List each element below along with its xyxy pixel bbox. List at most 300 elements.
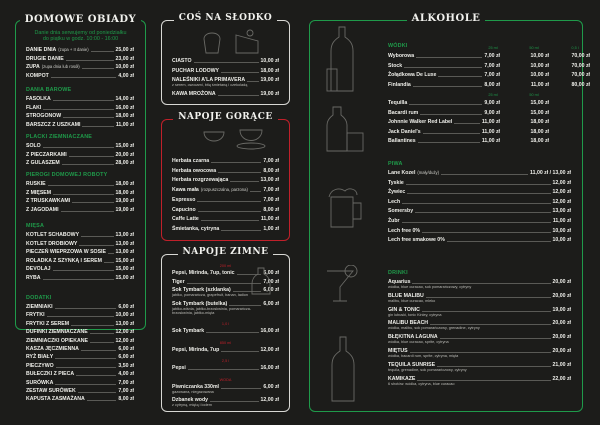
dot-leader [53, 194, 113, 195]
item-name-text: RUSKIE [26, 181, 46, 187]
hot-drink-item [172, 177, 279, 183]
item-name-text: ZESTAW SURÓWEK [26, 388, 76, 394]
item-name [26, 266, 51, 272]
item-name-text: KAPUSTA ZASMAŻANA [26, 396, 85, 403]
item-name [172, 207, 196, 213]
item-name-text: FASOLKA [26, 96, 51, 102]
dot-leader [229, 305, 261, 306]
dot-leader [201, 220, 259, 221]
item-price: 18,00 zł [115, 189, 134, 196]
item-name-text: MIĘTUS [388, 348, 408, 354]
item-name-text: PIECZYWO [26, 362, 54, 369]
menu-item [26, 56, 134, 62]
item-note: (zupa + II danie) [58, 47, 89, 52]
section-title-4: DODATKI [26, 295, 52, 301]
item-name [26, 354, 53, 360]
item-name-text: NALEŚNIKI A'LA PRIMAVERA [172, 77, 246, 83]
item-price: 13,00 zł [115, 232, 134, 238]
item-name-text: DRUGIE DANIE [26, 55, 64, 62]
item-name-text: Herbata czarna [172, 158, 210, 164]
item-price: 7,00 zł [118, 388, 134, 394]
dot-leader [416, 57, 482, 58]
item-name-text: Caffe Latte [172, 216, 199, 223]
item-name-text: Capucino [172, 206, 196, 213]
dot-leader [72, 202, 113, 203]
menu-item [26, 64, 134, 70]
menu-item [26, 258, 134, 264]
item-price: 1,00 zł [263, 225, 279, 232]
item-name-text: Lech free smakowe 0% [388, 237, 445, 244]
item-name [26, 96, 51, 102]
item-name-text: ROLADKA Z SZYNKĄ I SEREM [26, 257, 102, 264]
item-name [388, 189, 405, 195]
item-price: 6,00 zł [118, 346, 134, 352]
item-name-text: ZIEMNIAKI [26, 304, 53, 310]
item-price: 4,00 zł [118, 371, 134, 378]
dot-leader [198, 211, 262, 212]
item-name [26, 190, 51, 196]
item-name-text: Bacardi rum [388, 109, 419, 116]
title-alkohole [309, 13, 583, 24]
dot-leader [71, 325, 113, 326]
item-name [388, 82, 411, 88]
intro-line-1: Danie dnia serwujemy od poniedziałku [34, 30, 127, 36]
item-name-text: Z MIĘSEM [26, 189, 52, 196]
item-name [26, 396, 85, 402]
price-05l: 70,00 zł [571, 53, 590, 59]
menu-item [26, 388, 134, 394]
item-description: wódka, bacardi rum, sprite, cytryna, mięta [388, 354, 459, 358]
item-name-text: Żubr [388, 218, 400, 224]
item-name-text: RYŻ BIAŁY [26, 354, 54, 361]
dot-leader [53, 100, 114, 101]
dot-leader [43, 109, 113, 110]
item-price: 8,00 zł [263, 167, 279, 174]
hot-drink-item [172, 226, 279, 232]
item-name-text: Kawa mała [172, 187, 199, 194]
section-title-piwa: PIWA [388, 161, 403, 167]
dot-leader [221, 388, 261, 389]
item-price: 7,00 zł [263, 187, 279, 194]
beer-item [388, 237, 571, 243]
item-price: 15,00 zł [115, 257, 134, 264]
menu-item [26, 396, 134, 402]
price-50ml: 15,00 zł [530, 109, 549, 116]
menu-item [26, 380, 134, 386]
item-price: 14,00 zł [115, 96, 134, 102]
dot-leader [63, 117, 113, 118]
menu-item [26, 312, 134, 318]
price-50ml: 18,00 zł [530, 128, 549, 135]
item-name [26, 371, 74, 377]
column-header: 25 ml [488, 93, 498, 97]
item-price: 18,00 zł [260, 67, 279, 74]
item-name [26, 143, 41, 149]
hot-drink-item [172, 168, 279, 174]
item-name [26, 249, 106, 255]
item-price: 11,00 zł / 13,00 zł [530, 170, 571, 176]
item-name [388, 138, 416, 144]
item-price: 10,00 zł [260, 58, 279, 64]
item-name [26, 47, 89, 53]
dot-leader [221, 230, 261, 231]
title-napoje-zimne [161, 247, 290, 257]
item-price: 12,00 zł [260, 346, 279, 353]
menu-item [26, 113, 134, 119]
beer-item [388, 218, 571, 224]
menu-item [26, 304, 134, 310]
item-name [26, 73, 49, 79]
vodka-bottle-icon [325, 25, 365, 95]
item-name-text: SOLO [26, 143, 41, 149]
item-price: 12,00 zł [552, 179, 571, 186]
item-price: 8,00 zł [263, 206, 279, 213]
item-price: 11,00 zł [115, 121, 134, 128]
item-description: 6 shotów: wódka, cytryna, blue curacao [388, 381, 455, 386]
item-name [26, 338, 88, 344]
item-name-text: TEQUILA SUNRISE [388, 361, 436, 368]
dot-leader [53, 270, 114, 271]
item-name-text: KOTLET SCHABOWY [26, 232, 80, 238]
dot-leader [56, 367, 117, 368]
item-name [172, 216, 199, 222]
menu-item [26, 47, 134, 53]
item-name-text: Lech free 0% [388, 227, 421, 234]
item-price: 11,00 zł [481, 119, 500, 126]
price-50ml: 18,00 zł [530, 119, 549, 126]
menu-item [26, 105, 134, 111]
cold-drink-item [172, 347, 279, 353]
item-name-text: Żołądkowa De Luxe [388, 72, 437, 78]
item-name [172, 177, 228, 183]
item-name-text: KAMIKAZE [388, 375, 416, 382]
item-price: 6,00 zł [263, 270, 279, 276]
dot-leader [417, 380, 550, 381]
size-label: WODA [219, 377, 232, 382]
title-domowe-obiady [15, 14, 146, 25]
dot-leader [61, 211, 114, 212]
menu-item [26, 181, 134, 187]
item-description: malibu, blue curacao, mleko [388, 298, 436, 303]
item-name [388, 100, 407, 106]
item-price: 28,00 zł [115, 160, 134, 166]
menu-item [26, 96, 134, 102]
item-price: 25,00 zł [115, 47, 134, 53]
item-name-text: DEVOLAJ [26, 266, 51, 272]
menu-item [26, 122, 134, 128]
item-name-text: Jack Daniel's [388, 128, 421, 135]
dot-leader [230, 181, 258, 182]
item-price: 11,00 zł [481, 128, 500, 135]
dot-leader [69, 156, 114, 157]
menu-item [26, 363, 134, 369]
spirit-item [388, 110, 500, 116]
dot-leader [66, 60, 114, 61]
column-header: 50 ml [529, 93, 539, 97]
item-price: 8,00 zł [484, 81, 500, 88]
cold-drink-item [172, 365, 279, 371]
section-title-1: PLACKI ZIEMNIACZANE [26, 134, 93, 140]
item-name-text: GIN & TONIC [388, 306, 420, 313]
menu-item [26, 143, 134, 149]
item-price: 7,00 zł [263, 158, 279, 164]
item-price: 16,00 zł [260, 365, 279, 371]
menu-item [26, 275, 134, 281]
item-name [26, 64, 80, 70]
dot-leader [188, 369, 259, 370]
item-name-text: Sok Tymbark [172, 328, 205, 334]
item-price: 9,00 zł [484, 109, 500, 116]
item-price: 13,00 zł [115, 320, 134, 327]
item-price: 6,00 zł [118, 354, 134, 361]
item-name [388, 53, 414, 59]
item-price: 7,00 zł [484, 62, 500, 69]
dot-leader [430, 324, 550, 325]
dot-leader [218, 95, 259, 96]
dot-leader [413, 86, 483, 87]
item-price: 16,00 zł [115, 104, 134, 111]
menu-item [26, 232, 134, 238]
dot-leader [406, 184, 551, 185]
dot-leader [218, 172, 261, 173]
item-name [26, 388, 76, 394]
spirit-item [388, 129, 500, 135]
price-50ml: 11,00 zł [530, 81, 549, 88]
item-price: 12,00 zł [260, 397, 279, 403]
dot-leader [210, 401, 258, 402]
dot-leader [55, 384, 116, 385]
dot-leader [454, 123, 479, 124]
item-price: 20,00 zł [115, 151, 134, 158]
section-title-2: PIEROGI DOMOWEJ ROBOTY [26, 172, 108, 178]
item-price: 15,00 zł [115, 143, 134, 149]
item-name-text: Pepsi, Mirinda, 7up [172, 346, 220, 353]
item-name [26, 113, 61, 119]
dot-leader [90, 333, 114, 334]
item-name [172, 91, 216, 97]
hot-drink-item [172, 216, 279, 222]
item-price: 6,00 zł [263, 300, 279, 307]
item-description: z cytryną, miętą i lodem [172, 403, 212, 407]
item-name [26, 105, 41, 111]
item-name [388, 199, 400, 205]
dot-leader [447, 241, 551, 242]
size-label: 2,5 l [221, 359, 230, 363]
item-price: 7,00 zł [118, 379, 134, 386]
item-note: (mały/duży) [417, 170, 440, 175]
dessert-item [172, 68, 279, 74]
item-name [26, 380, 53, 386]
dot-leader [78, 392, 117, 393]
item-name [172, 226, 219, 232]
item-name-text: Ballantines [388, 138, 416, 145]
dessert-item [172, 91, 279, 97]
item-price: 23,00 zł [115, 55, 134, 62]
menu-item [26, 338, 134, 344]
title-text: NAPOJE GORĄCE [173, 112, 278, 122]
item-price: 19,00 zł [115, 206, 134, 213]
item-price: 13,00 zł [552, 208, 571, 215]
item-price: 19,00 zł [552, 306, 571, 313]
spirit-item [388, 119, 500, 125]
item-name-text: ZIEMNIACZKI OPIEKANE [26, 337, 88, 344]
item-name [388, 237, 445, 243]
dot-leader [197, 201, 261, 202]
dot-leader [438, 76, 482, 77]
item-name [388, 63, 402, 69]
menu-item [26, 266, 134, 272]
item-name-text: CIASTO [172, 58, 192, 64]
item-name-text: MALIBU BEACH [388, 320, 429, 327]
dot-leader [440, 338, 551, 339]
item-price: 13,00 zł [115, 249, 134, 255]
title-cos-na-slodko [161, 13, 290, 23]
hot-drink-item [172, 158, 279, 164]
item-name-text: FLAKI [26, 104, 42, 111]
item-price: 16,00 zł [260, 328, 279, 334]
dot-leader [422, 311, 551, 312]
coffee-cups-icon [200, 124, 270, 154]
item-price: 12,00 zł [115, 337, 134, 344]
item-name [172, 168, 216, 174]
item-name [388, 110, 418, 116]
item-name-text: DUFINKI ZIEMNIACZANE [26, 329, 88, 336]
price-05l: 70,00 zł [571, 72, 590, 78]
soda-bottle-icon [250, 266, 272, 296]
item-name-text: Piwniczanka 330ml [172, 383, 219, 390]
item-name-text: Z TRUSKAWKAMI [26, 198, 71, 204]
dot-leader [402, 222, 551, 223]
dot-leader [43, 147, 114, 148]
dot-leader [420, 114, 482, 115]
item-price: 6,00 zł [263, 287, 279, 293]
dot-leader [437, 366, 550, 367]
item-price: 4,00 zł [118, 72, 134, 79]
dot-leader [104, 262, 114, 263]
dot-leader [90, 342, 114, 343]
vodka-item [388, 63, 500, 69]
item-name-text: KAWA MROŻONA [172, 90, 216, 97]
item-name [26, 363, 54, 369]
section-title-drinki: DRINKI [388, 270, 408, 276]
hot-drink-item [172, 197, 279, 203]
dot-leader [43, 279, 114, 280]
item-name-text: Z PIECZARKAMI [26, 151, 67, 158]
item-name-text: Wyborowa [388, 53, 415, 59]
item-description: z serem, owocami, bitą śmietaną i czekoladą [172, 83, 248, 87]
item-name-text: KOTLET DROBIOWY [26, 240, 78, 247]
item-name-text: Dzbanek wody [172, 397, 209, 403]
item-description: wódka, blue curacao, sprite, cytryna [388, 340, 449, 345]
beer-item [388, 180, 571, 186]
item-name-text: FRYTKI [26, 312, 45, 319]
spirit-item [388, 100, 500, 106]
item-name [26, 321, 69, 327]
spirit-item [388, 138, 500, 144]
item-name-text: BŁĘKITNA LAGUNA [388, 334, 438, 341]
price-05l: 80,00 zł [571, 81, 590, 88]
dot-leader [407, 193, 550, 194]
item-price: 8,00 zł [118, 396, 134, 403]
item-name-text: Lane Kozel [388, 170, 416, 176]
dot-leader [423, 133, 480, 134]
item-name [26, 56, 64, 62]
price-50ml: 10,00 zł [530, 72, 549, 78]
cake-icon [200, 25, 270, 55]
title-text: ALKOHOLE [407, 13, 486, 24]
item-name-text: STROGONOW [26, 113, 62, 119]
dot-leader [418, 142, 480, 143]
item-name-text: Finlandia [388, 81, 411, 88]
dot-leader [415, 212, 550, 213]
dot-leader [48, 185, 114, 186]
item-price: 3,50 zł [118, 362, 134, 369]
item-name-text: PIECZEŃ WIEPRZOWA W SOSIE [26, 249, 106, 255]
item-name-text: Johnnie Walker Red Label [388, 119, 453, 126]
item-name-text: Tequilla [388, 100, 408, 106]
item-price: 15,00 zł [115, 274, 134, 281]
item-name-text: Pepsi [172, 365, 186, 371]
item-name-text: Sok Tymbark (butelka) [172, 300, 228, 307]
item-name-text: Żywiec [388, 189, 406, 196]
dot-leader [206, 332, 258, 333]
item-name [26, 181, 46, 187]
item-name [26, 198, 70, 204]
section-title-3: MIĘSA [26, 223, 45, 229]
item-price: 11,00 zł [260, 216, 279, 223]
dot-leader [410, 352, 551, 353]
column-header: 0,5 l [571, 46, 579, 50]
menu-item [26, 207, 134, 213]
item-name [26, 152, 67, 158]
item-price: 6,00 zł [263, 383, 279, 390]
price-50ml: 18,00 zł [530, 138, 549, 145]
dot-leader [81, 350, 117, 351]
price-50ml: 15,00 zł [530, 100, 549, 106]
dot-leader [194, 62, 259, 63]
item-name [172, 58, 192, 64]
item-name [172, 279, 185, 285]
item-name [26, 346, 79, 352]
item-name-text: SURÓWKA [26, 379, 54, 386]
size-label: 850 ml [219, 340, 232, 345]
dot-leader [108, 253, 114, 254]
dot-leader [441, 174, 528, 175]
hot-drink-item [172, 187, 279, 193]
item-name-text: Lech [388, 198, 401, 205]
dot-leader [81, 236, 114, 237]
item-name-text: ZUPA [26, 64, 40, 70]
column-header: 50 ml [529, 46, 539, 50]
item-price: 20,00 zł [552, 292, 571, 299]
size-label: 200 ml [219, 264, 232, 268]
item-price: 21,00 zł [552, 361, 571, 368]
item-name-text: Aquarius [388, 279, 411, 285]
vodka-item [388, 53, 500, 59]
item-name-text: RYBA [26, 274, 41, 281]
item-price: 20,00 zł [552, 348, 571, 354]
whisky-bottle-icon [325, 105, 370, 155]
item-name [172, 158, 209, 164]
item-note: (rozpuszczalna, parzona) [200, 187, 248, 193]
item-name-text: Somersby [388, 208, 414, 215]
dot-leader [221, 351, 258, 352]
dot-leader [82, 68, 114, 69]
item-price: 9,00 zł [484, 100, 500, 106]
vodka-item [388, 82, 500, 88]
beer-mug-icon [325, 185, 370, 230]
dot-leader [402, 203, 550, 204]
